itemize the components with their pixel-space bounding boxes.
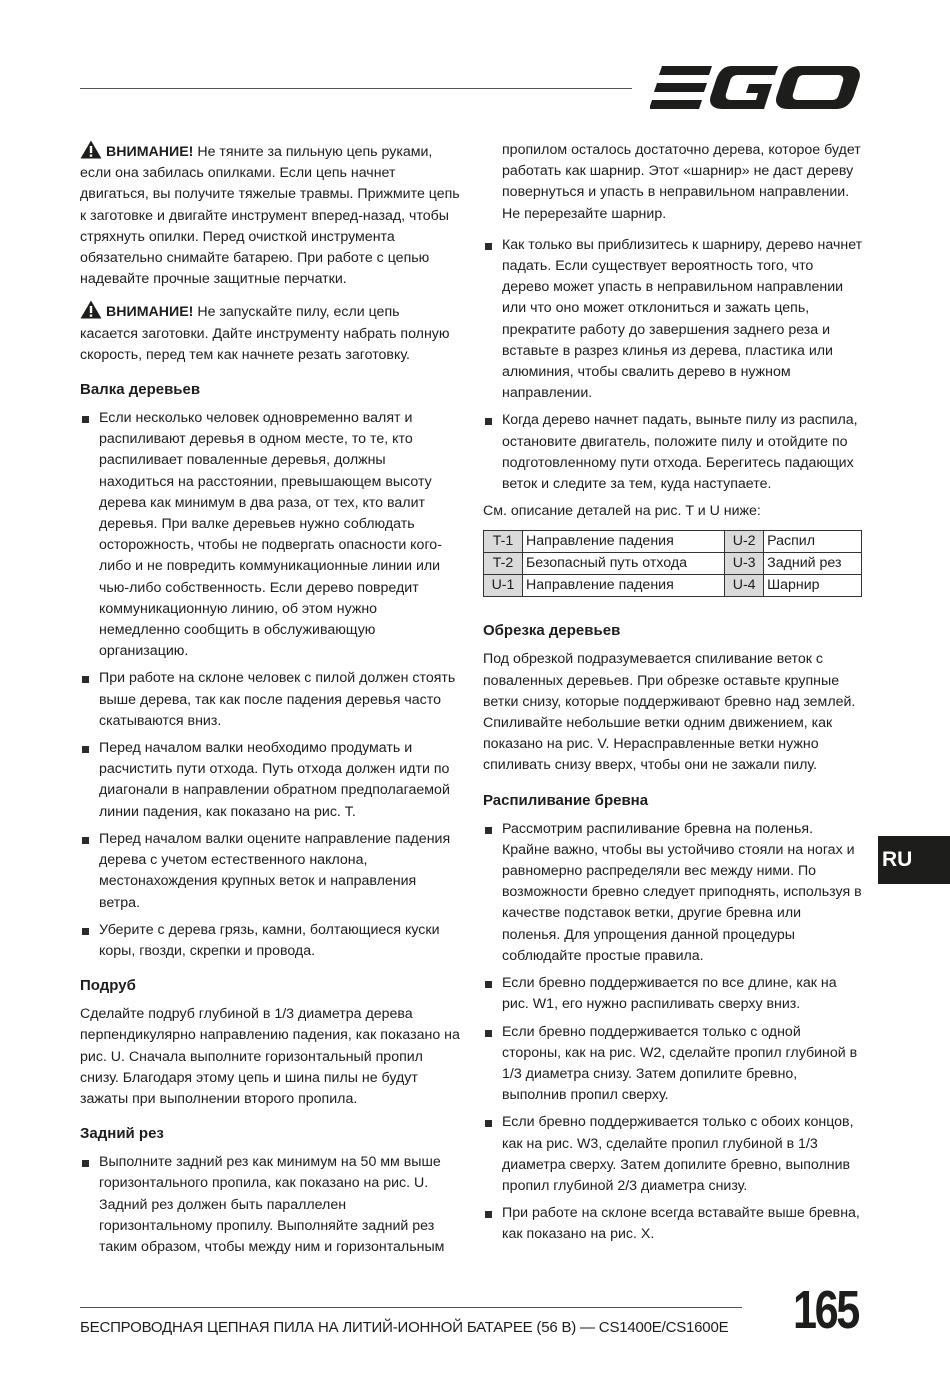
language-tab: RU xyxy=(878,836,950,884)
bucking-list xyxy=(483,819,863,1246)
legend-code: U-4 xyxy=(725,575,764,597)
legend-code: U-1 xyxy=(484,575,523,597)
list-item: Если бревно поддерживается по все длине, как на рис. W1, его нужно распиливать сверху вниз. xyxy=(483,973,863,1015)
legend-label: Задний рез xyxy=(764,553,862,575)
left-column xyxy=(80,140,460,1264)
page-number: 165 xyxy=(793,1280,858,1340)
notch-paragraph: Сделайте подруб глубиной в 1/3 диаметра дерева перпендикулярно направлению падения, как показано на рис. U. Сначала выполните горизонтальный пропил снизу. Благодаря этому цепь и шина пилы не будут зажаты при выполнении второго пропила. xyxy=(80,1006,460,1107)
warning-triangle-icon xyxy=(80,300,102,319)
back-cut-list xyxy=(80,1152,460,1258)
warning-paragraph-2 xyxy=(80,300,460,366)
list-item: Если бревно поддерживается только с обоих концов, как на рис. W3, сделайте пропил глубиной в 1/3 диаметра сверху. Затем допилите бревно, выполнив пропил глубиной 2/3 диаметра снизу. xyxy=(483,1112,863,1197)
legend-label: Шарнир xyxy=(764,575,862,597)
warning-title: ВНИМАНИЕ! xyxy=(106,144,194,160)
table-row xyxy=(484,553,862,575)
warning-triangle-icon xyxy=(80,140,102,159)
table-row xyxy=(484,531,862,553)
warning-title: ВНИМАНИЕ! xyxy=(106,304,194,321)
legend-code: T-1 xyxy=(484,531,523,553)
section-heading-notch: Подруб xyxy=(80,977,136,995)
legend-label: Безопасный путь отхода xyxy=(523,553,725,575)
section-heading-limbing: Обрезка деревьев xyxy=(483,622,621,640)
list-item: Если бревно поддерживается только с одной стороны, как на рис. W2, сделайте пропил глубиной в 1/3 диаметра снизу. Затем допилите бревно, выполнив пропил сверху. xyxy=(483,1022,863,1107)
footer-title: БЕСПРОВОДНАЯ ЦЕПНАЯ ПИЛА НА ЛИТИЙ-ИОННОЙ БАТАРЕЕ (56 В) — CS1400E/CS1600E xyxy=(80,1319,729,1336)
felling-list-continued xyxy=(483,235,863,495)
legend-label: Распил xyxy=(764,531,862,553)
felling-list xyxy=(80,408,460,962)
warning-text: Не запускайте пилу, если цепь касается заготовки. Дайте инструменту набрать полную скорость, перед тем как начнете резать заготовку. xyxy=(80,304,450,363)
legend-intro: См. описание деталей на рис. T и U ниже: xyxy=(483,503,761,520)
legend-code: T-2 xyxy=(484,553,523,575)
legend-code: U-2 xyxy=(725,531,764,553)
list-item: Если несколько человек одновременно валят и распиливают деревья в одном месте, то те, кто распиливает поваленные деревья, должны находиться на расстоянии, превышающем высоту дерева как минимум в два раза, от тех, кто валит деревья. При валке деревьев нужно соблюдать осторожность, чтобы не подвергать опасности кого-либо и не повредить коммуникационные линии или чью-либо собственность. Если дерево повредит коммуникационную линию, об этом нужно немедленно сообщить в обслуживающую организацию. xyxy=(80,408,460,662)
section-heading-bucking: Распиливание бревна xyxy=(483,791,649,809)
legend-label: Направление падения xyxy=(523,531,725,553)
limbing-paragraph: Под обрезкой подразумевается спиливание веток с поваленных деревьев. При обрезке оставьте крупные ветки снизу, которые поддерживают бревно над землей. Спиливайте небольшие ветки одним движением, как показано на рис. V. Нерасправленные ветки нужно спиливать снизу вверх, чтобы они не зажали пилу. xyxy=(483,651,856,774)
list-item: При работе на склоне человек с пилой должен стоять выше дерева, так как после падения деревья часто скатываются вниз. xyxy=(80,668,460,732)
list-item: Перед началом валки необходимо продумать и расчистить пути отхода. Путь отхода должен идти по диагонали в направлении обратном предполагаемой линии падения, как показано на рис. T. xyxy=(80,738,460,823)
table-row xyxy=(484,575,862,597)
legend-code: U-3 xyxy=(725,553,764,575)
header-rule xyxy=(80,88,632,89)
warning-paragraph-1 xyxy=(80,140,460,290)
list-item: Когда дерево начнет падать, выньте пилу из распила, остановите двигатель, положите пилу и отойдите по подготовленному пути отхода. Берегитесь падающих веток и следите за тем, куда наступаете. xyxy=(483,410,863,495)
list-item: Выполните задний рез как минимум на 50 мм выше горизонтального пропила, как показано на рис. U. Задний рез должен быть параллелен горизонтальному пропилу. Выполняйте задний рез таким образом, чтобы между ним и горизонтальным xyxy=(80,1152,460,1258)
list-item: Уберите с дерева грязь, камни, болтающиеся куски коры, гвозди, скрепки и провода. xyxy=(80,920,460,962)
list-item: При работе на склоне всегда вставайте выше бревна, как показано на рис. X. xyxy=(483,1203,863,1245)
ego-logo xyxy=(650,62,862,114)
section-heading-felling: Валка деревьев xyxy=(80,381,201,399)
continuation-paragraph: пропилом осталось достаточно дерева, которое будет работать как шарнир. Этот «шарнир» не даст дереву повернуться и упасть в неправильном направлении. Не перерезайте шарнир. xyxy=(502,142,861,222)
right-column xyxy=(483,140,863,1252)
list-item: Как только вы приблизитесь к шарниру, дерево начнет падать. Если существует вероятность того, что дерево может упасть в неправильном направлении или что оно может отклониться и зажать цепь, прекратите работу до завершения заднего реза и вставьте в разрез клинья из дерева, пластика или алюминия, чтобы свалить дерево в нужном направлении. xyxy=(483,235,863,405)
warning-text: Не тяните за пильную цепь руками, если она забилась опилками. Если цепь начнет двигаться, вы получите тяжелые травмы. Прижмите цепь к заготовке и двигайте инструмент вперед-назад, чтобы стряхнуть опилки. Перед очисткой инструмента обязательно снимайте батарею. При работе с цепью надевайте прочные защитные перчатки. xyxy=(80,144,460,288)
footer-rule xyxy=(80,1307,742,1308)
list-item: Рассмотрим распиливание бревна на поленья. Крайне важно, чтобы вы устойчиво стояли на ногах и равномерно распределяли вес между ними. По возможности бревно следует приподнять, используя в качестве подставок ветки, другие бревна или поленья. Для упрощения данной процедуры соблюдайте простые правила. xyxy=(483,819,863,967)
parts-legend-table xyxy=(483,530,862,597)
section-heading-back-cut: Задний рез xyxy=(80,1125,164,1143)
legend-label: Направление падения xyxy=(523,575,725,597)
list-item: Перед началом валки оцените направление падения дерева с учетом естественного наклона, местонахождения крупных веток и направления ветра. xyxy=(80,829,460,914)
